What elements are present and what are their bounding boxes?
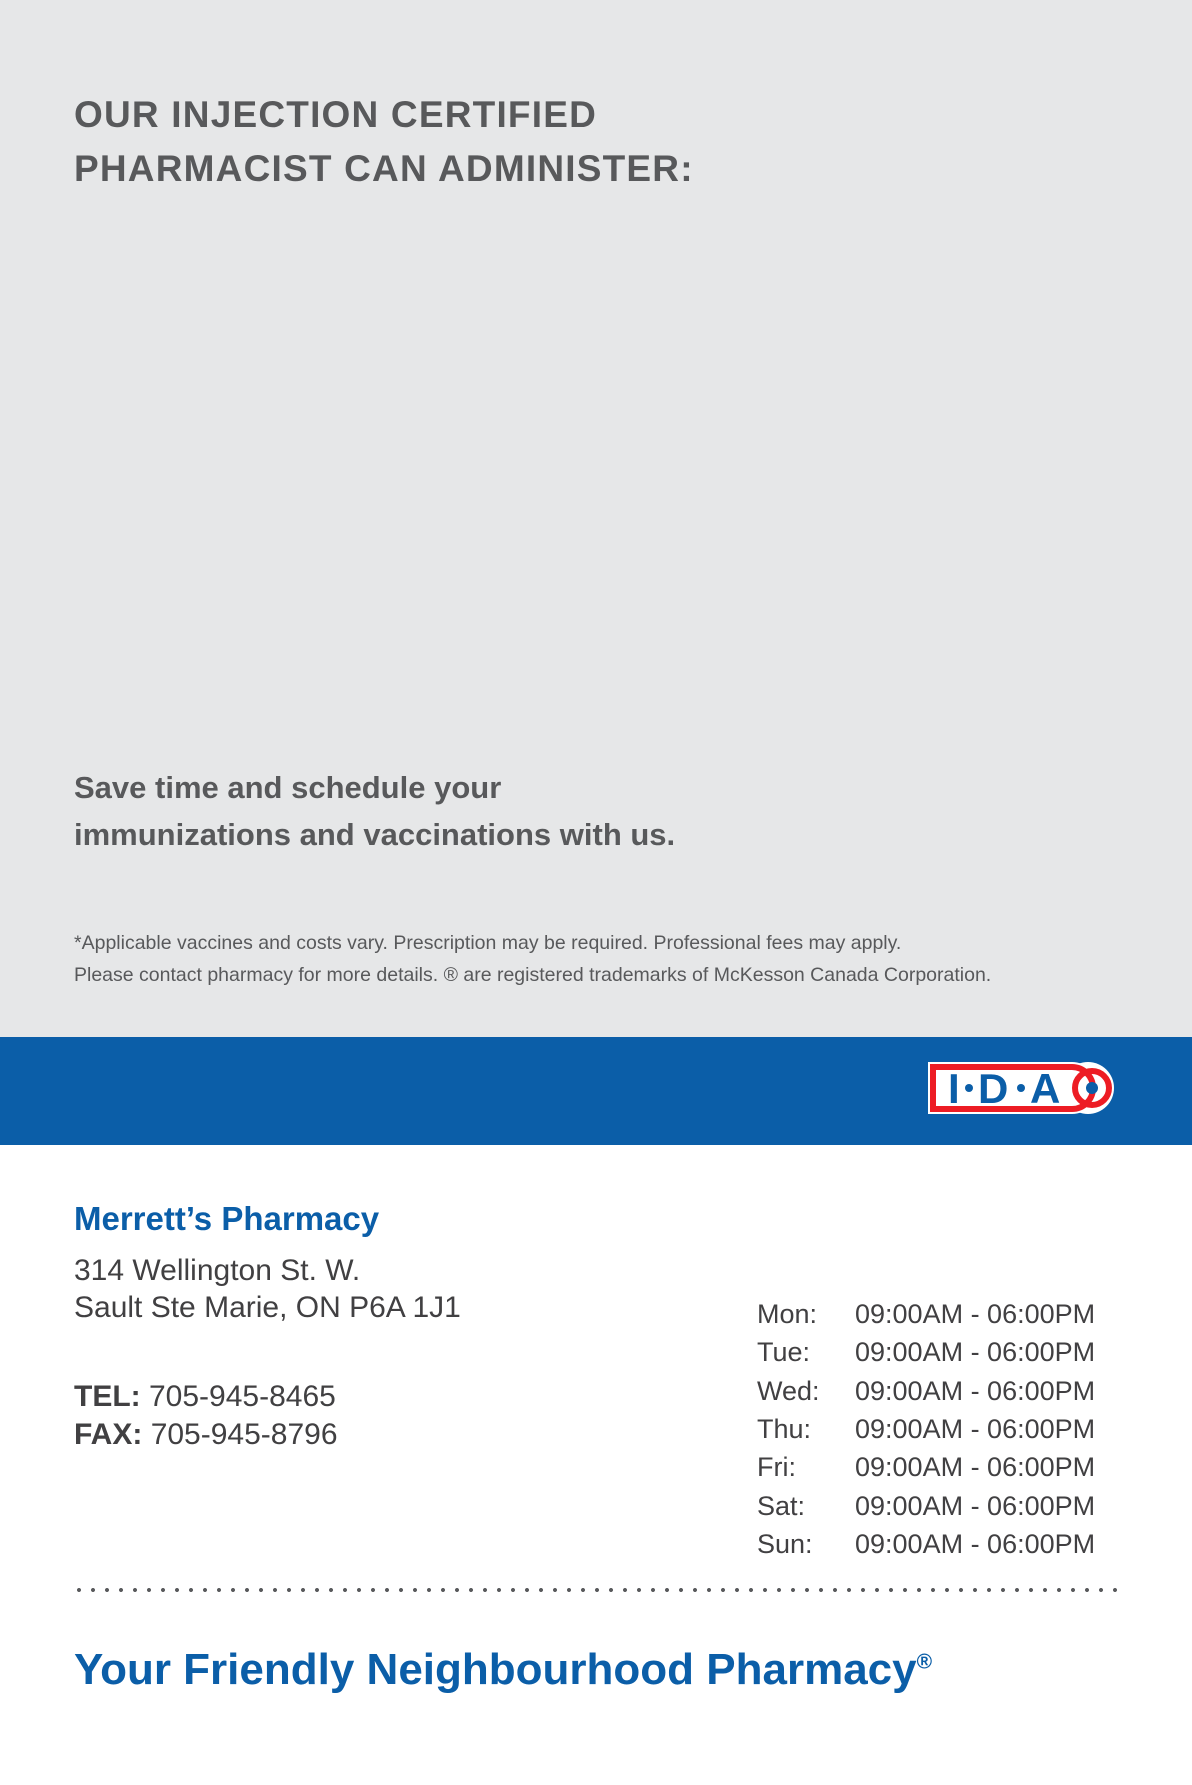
store-hours-table — [757, 1295, 1147, 1563]
subheading-line-1: Save time and schedule your — [74, 770, 502, 805]
hours-day: Wed: — [757, 1375, 820, 1406]
dotted-divider — [72, 1587, 1124, 1593]
subheading — [74, 765, 1024, 858]
registered-trademark-mark: ® — [916, 1650, 933, 1674]
subheading-line-2: immunizations and vaccinations with us. — [74, 816, 676, 852]
store-contact — [74, 1378, 338, 1453]
hours-row — [757, 1525, 1147, 1563]
ida-logo — [922, 1046, 1122, 1134]
hours-row — [757, 1372, 1147, 1410]
hours-day: Mon: — [757, 1299, 818, 1329]
page-title-line-2: PHARMACIST CAN ADMINISTER: — [74, 147, 694, 189]
store-name: Merrett’s Pharmacy — [74, 1200, 380, 1237]
hours-time: 09:00AM - 06:00PM — [855, 1299, 1096, 1329]
store-address — [74, 1253, 461, 1326]
hours-day: Sun: — [757, 1528, 813, 1559]
hours-time: 09:00AM - 06:00PM — [855, 1528, 1096, 1559]
svg-text:D: D — [978, 1065, 1009, 1112]
hours-row — [757, 1333, 1147, 1371]
hours-row — [757, 1487, 1147, 1525]
disclaimer-line-1: *Applicable vaccines and costs vary. Prescription may be required. Professional fees may apply. — [74, 932, 902, 954]
store-telephone — [74, 1378, 338, 1416]
store-fax-value: 705-945-8796 — [150, 1417, 338, 1451]
page-title — [74, 88, 1024, 195]
hours-time: 09:00AM - 06:00PM — [855, 1375, 1096, 1406]
hours-time: 09:00AM - 06:00PM — [855, 1452, 1096, 1483]
tagline — [74, 1645, 932, 1695]
hours-day: Thu: — [757, 1413, 812, 1444]
hours-row — [757, 1448, 1147, 1486]
store-fax-label: FAX: — [74, 1417, 143, 1451]
svg-text:A: A — [1030, 1065, 1061, 1112]
store-telephone-label: TEL: — [74, 1380, 141, 1413]
hours-day: Fri: — [757, 1452, 796, 1483]
svg-text:I: I — [948, 1065, 960, 1112]
hours-day: Sat: — [757, 1490, 806, 1521]
hours-row — [757, 1295, 1147, 1333]
hours-day: Tue: — [757, 1337, 811, 1368]
hours-time: 09:00AM - 06:00PM — [855, 1413, 1096, 1444]
hours-time: 09:00AM - 06:00PM — [855, 1337, 1096, 1368]
disclaimer-text — [74, 928, 1124, 991]
store-address-line-2: Sault Ste Marie, ON P6A 1J1 — [74, 1290, 461, 1324]
disclaimer-line-2: Please contact pharmacy for more details. ® are registered trademarks of McKesson Canada Corporation. — [74, 963, 992, 986]
hours-row — [757, 1410, 1147, 1448]
store-telephone-value: 705-945-8465 — [149, 1380, 336, 1413]
tagline-text: Your Friendly Neighbourhood Pharmacy — [74, 1645, 917, 1694]
store-fax — [74, 1416, 338, 1454]
store-address-line-1: 314 Wellington St. W. — [74, 1254, 361, 1287]
page-title-line-1: OUR INJECTION CERTIFIED — [74, 94, 598, 135]
hours-time: 09:00AM - 06:00PM — [855, 1490, 1096, 1521]
